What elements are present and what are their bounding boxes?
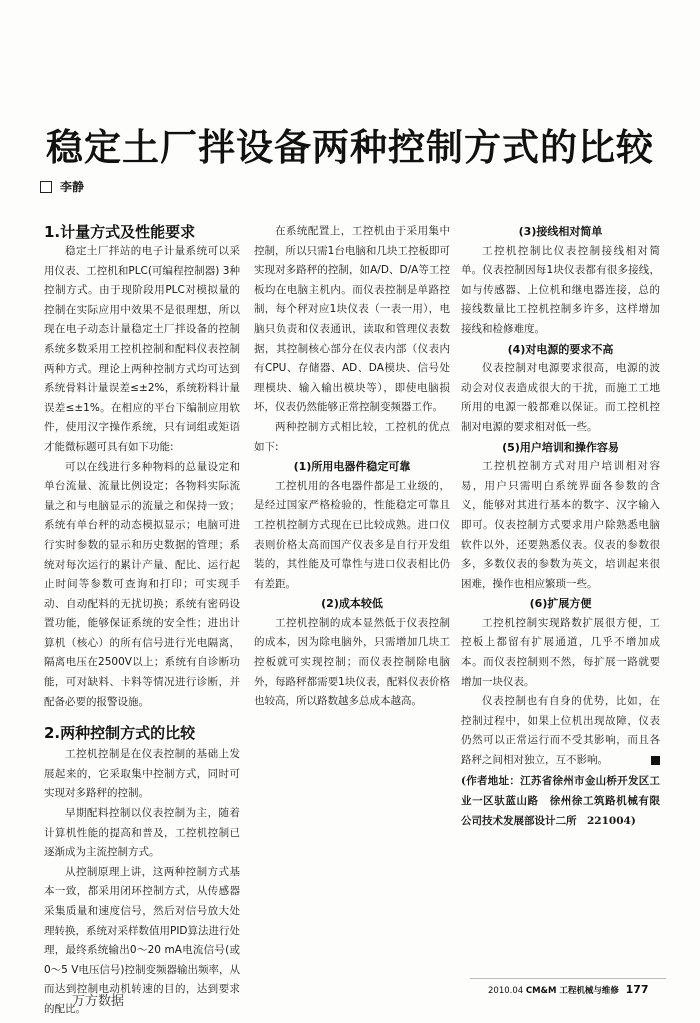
paragraph: 工控机控制是在仪表控制的基础上发展起来的，它采取集中控制方式，同时可实现对多路秤的控制。 [44, 748, 240, 800]
author-name: 李静 [60, 180, 85, 194]
journal-name: CM&M 工程机械与维修 [525, 986, 619, 996]
subheading: (2)成本较低 [321, 597, 383, 611]
end-mark-icon [651, 756, 660, 765]
column-1 [44, 222, 240, 1020]
author-line [40, 178, 84, 195]
subheading: (1)所用电器件稳定可靠 [293, 460, 411, 474]
subheading: (3)接线相对简单 [518, 225, 603, 238]
subheading: (4)对电源的要求不高 [507, 342, 614, 356]
paragraph [461, 692, 660, 770]
page-footer [488, 983, 649, 996]
section-2-heading: 2.两种控制方式的比较 [44, 724, 196, 743]
section-1-heading: 1.计量方式及性能要求 [44, 223, 196, 241]
author-address: (作者地址：江苏省徐州市金山桥开发区工业一区驮蓝山路 徐州徐工筑路机械有限公司技术发展部设计二所 221004) [461, 774, 660, 827]
paragraph: 从控制原理上讲，这两种控制方式基本一致，都采用闭环控制方式，从传感器采集质量和速度信号，然后对信号放大处理转换，系统对采样数值用PID算法进行处理，最终系统输出0～20 mA电流信号(或0～5 V电压信号)控制变频器输出频率，从而达到控制电动机转速的目的，达到要求的配比。 [44, 865, 241, 1015]
column-2 [254, 222, 450, 712]
paragraph: 可以在线进行多种物料的总量设定和单台流量、流量比例设定；各物料实际流量之和与电脑显示的流量之和保持一致；系统有单台秤的动态模拟显示；电脑可进行实时参数的显示和历史数据的管理；系统对每次运行的累计产量、配比、运行起止时间等参数可查询和打印；可实现手动、自动配料的无扰切换；系统有密码设置功能，能够保证系统的安全性；进出计算机（核心）的所有信号进行光电隔离，隔离电压在2500V以上；系统有自诊断功能，可对缺料、卡料等情况进行诊断，并配备必要的报警设施。 [44, 460, 240, 708]
paragraph: 工控机用的各电器件都是工业级的，是经过国家严格检验的，性能稳定可靠且工控机控制方式现在已比较成熟。进口仪表则价格太高而国产仪表多是自行开发组装的，其性能及可靠性与进口仪表相比仍有差距。 [254, 479, 450, 590]
paragraph: 工控机控制的成本显然低于仪表控制的成本，因为除电脑外，只需增加几块工控板就可实现控制；而仪表控制除电脑外，每路秤都需要1块仪表，配料仪表价格也较高，所以路数越多总成本越高。 [254, 616, 450, 708]
issue-number: 2010.04 [488, 986, 524, 996]
subheading: (5)用户培训和操作容易 [502, 440, 619, 454]
author-box-icon [40, 181, 52, 193]
paragraph: 早期配料控制以仪表控制为主，随着计算机性能的提高和普及，工控机控制已逐渐成为主流控制方式。 [44, 807, 240, 859]
paragraph: 两种控制方式相比较，工控机的优点如下: [254, 420, 450, 453]
footer-divider [470, 978, 666, 979]
subheading: (6)扩展方便 [529, 597, 592, 611]
paragraph: 工控机控制比仪表控制接线相对简单。仪表控制因每1块仪表都有很多接线，如与传感器、上位机和继电器连接，总的接线数量比工控机控制多许多，这样增加接线和检修难度。 [461, 244, 660, 335]
paragraph: 工控机控制实现路数扩展很方便，工控板上都留有扩展通道，几乎不增加成本。而仪表控制则不然，每扩展一路就要增加一块仪表。 [461, 616, 660, 688]
column-3 [461, 222, 660, 831]
article-title: 稳定土厂拌设备两种控制方式的比较 [46, 126, 654, 169]
paragraph: 在系统配置上，工控机由于采用集中控制，所以只需1台电脑和几块工控板即可实现对多路秤的控制，如A/D、D/A等工控板均在电脑主机内。而仪表控制是单路控制，每个秤对应1块仪表（一表一用），电脑只负责和仪表通讯，读取和管理仪表数据，其控制核心部分在仪表内部（仪表内有CPU、存储器、AD、DA模块、信号处理模块、输入输出模块等），即使电脑损坏，仪表仍然能够正常控制变频器工作。 [254, 225, 450, 414]
paragraph-text: 仪表控制也有自身的优势，比如，在控制过程中，如果上位机出现故障，仪表仍然可以正常运行而不受其影响，而且各路秤之间相对独立，互不影响。 [461, 695, 660, 767]
page-number: 177 [625, 983, 649, 996]
paragraph: 工控机控制方式对用户培训相对容易，用户只需明白系统界面各参数的含义，能够对其进行基本的数字、汉字输入即可。仪表控制方式要求用户除熟悉电脑软件以外，还要熟悉仪表。仪表的参数很多，多数仪表的参数为英文，培训起来很困难，操作也相应繁琐一些。 [461, 460, 660, 590]
paragraph: 稳定土厂拌站的电子计量系统可以采用仪表、工控机和PLC(可编程控制器) 3种控制方式。由于现阶段用PLC对模拟量的控制在实际应用中效果不是很理想，所以现在电子动态计量稳定土厂拌设备的控制系统多数采用工控机控制和配料仪表控制两种方式。理论上两种控制方式均可达到系统骨料计量误差≤±2%，系统粉料计量误差≤±1%。在相应的平台下编制应用软件，使用汉字操作系统，只有词组或矩语才能微标题可具有如下功能: [44, 245, 240, 453]
watermark: 万方数据 [72, 994, 125, 1009]
paragraph: 仪表控制对电源要求很高，电源的波动会对仪表造成很大的干扰，而施工工地所用的电源一般都难以保证。而工控机控制对电源的要求相对低一些。 [461, 362, 660, 433]
